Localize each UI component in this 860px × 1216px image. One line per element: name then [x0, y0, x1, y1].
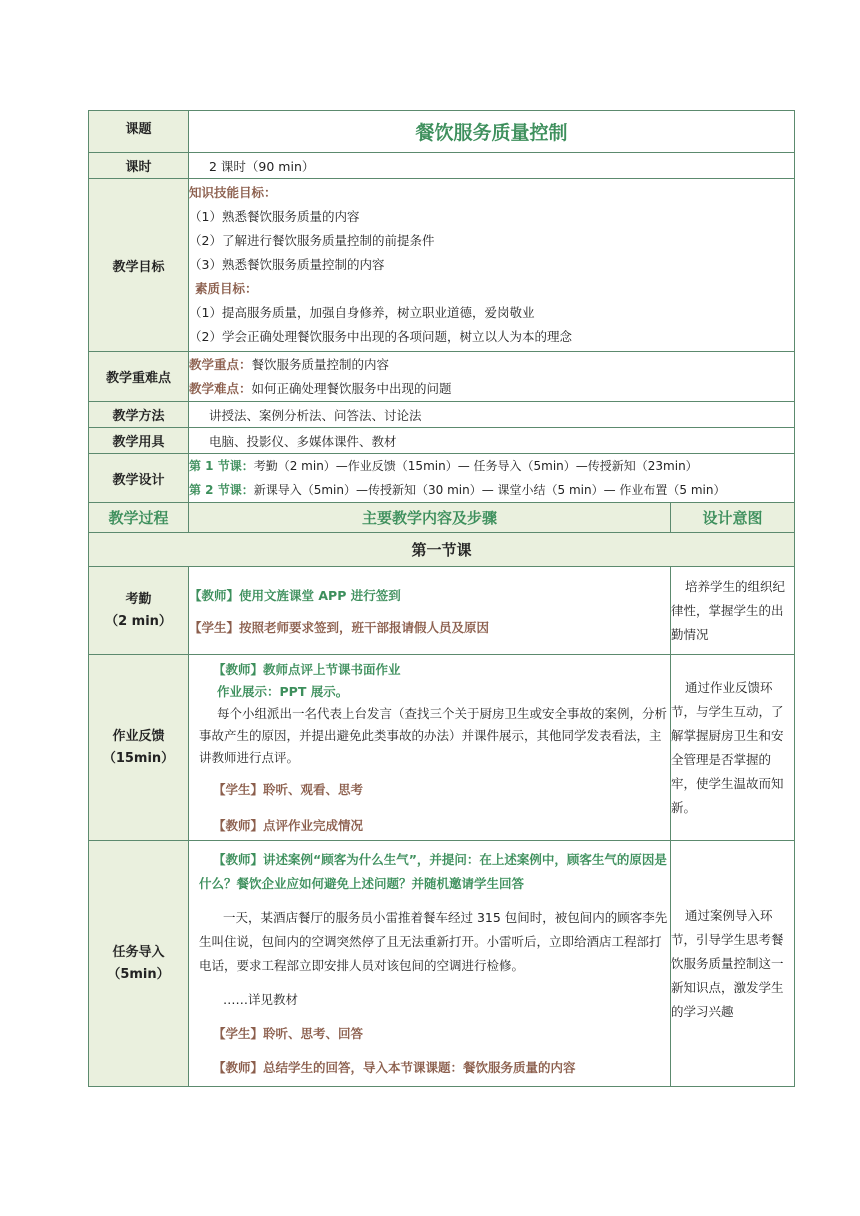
lesson2-text: 新课导入（5min）—传授新知（30 min）— 课堂小结（5 min）— 作业布置（5 min）: [253, 483, 726, 497]
attendance-intent: 培养学生的组织纪律性，掌握学生的出勤情况: [671, 567, 795, 655]
column-header-intent: 设计意图: [671, 503, 795, 533]
lesson1-label: 第 1 节课：: [189, 459, 254, 473]
topic-row: [89, 111, 795, 153]
design-content: [189, 454, 795, 503]
homework-student: 【学生】聆听、观看、思考: [213, 781, 364, 797]
attendance-name: 考勤: [125, 591, 152, 607]
task-teacher1: 【教师】讲述案例“顾客为什么生气”，并提问：在上述案例中，顾客生气的原因是什么？餐饮企业应如何避免上述问题？并随机邀请学生回答: [199, 851, 667, 891]
difficulty-label: 教学难点：: [189, 380, 252, 396]
attendance-teacher: 【教师】使用文旌课堂 APP 进行签到: [189, 587, 401, 603]
knowledge-item: （2）了解进行餐饮服务质量控制的前提条件: [189, 233, 435, 248]
hours-row: [89, 153, 795, 179]
lesson-plan-table: [88, 110, 795, 1087]
focus-text: 餐饮服务质量控制的内容: [251, 356, 390, 372]
homework-row: [89, 655, 795, 841]
quality-item: （1）提高服务质量，加强自身修养，树立职业道德，爱岗敬业: [189, 305, 535, 320]
task-row: [89, 841, 795, 1087]
hours-value: 2 课时（90 min）: [189, 153, 795, 179]
quality-title: 素质目标：: [195, 281, 258, 296]
knowledge-item: （3）熟悉餐饮服务质量控制的内容: [189, 257, 385, 272]
methods-row: [89, 402, 795, 428]
task-more: ……详见教材: [223, 991, 299, 1007]
objectives-content: [189, 179, 795, 352]
hours-label: 课时: [89, 153, 189, 179]
section-row: [89, 533, 795, 567]
page-title: 餐饮服务质量控制: [189, 111, 795, 153]
objectives-label: 教学目标: [89, 179, 189, 352]
task-intent: 通过案例导入环节，引导学生思考餐饮服务质量控制这一新知识点，激发学生的学习兴趣: [671, 841, 795, 1087]
objectives-row: [89, 179, 795, 352]
methods-text: 讲授法、案例分析法、问答法、讨论法: [189, 402, 795, 428]
key-points-row: [89, 352, 795, 402]
key-points-content: [189, 352, 795, 402]
attendance-student: 【学生】按照老师要求签到，班干部报请假人员及原因: [189, 619, 490, 635]
lesson2-label: 第 2 节课：: [189, 483, 254, 497]
task-paragraph: 一天，某酒店餐厅的服务员小雷推着餐车经过 315 包间时，被包间内的顾客李先生叫住说，包间内的空调突然停了且无法重新打开。小雷听后，立即给酒店工程部打电话，要求工程部立即安排人员对该包间的空调进行检修。: [199, 909, 668, 973]
homework-content: [189, 655, 671, 841]
lesson1-text: 考勤（2 min）—作业反馈（15min）— 任务导入（5min）—传授新知（23min）: [253, 459, 698, 473]
homework-teacher2: 【教师】点评作业完成情况: [213, 817, 364, 833]
task-content: [189, 841, 671, 1087]
quality-item: （2）学会正确处理餐饮服务中出现的各项问题，树立以人为本的理念: [189, 329, 572, 344]
homework-intent: 通过作业反馈环节，与学生互动，了解掌握厨房卫生和安全管理是否掌握的牢，使学生温故而知新。: [671, 655, 795, 841]
design-label: 教学设计: [89, 454, 189, 503]
homework-time: （15min）: [102, 750, 175, 766]
homework-teacher1: 【教师】教师点评上节课书面作业: [213, 661, 401, 677]
homework-name: 作业反馈: [112, 728, 165, 744]
attendance-step: [89, 567, 189, 655]
topic-label: 课题: [89, 111, 189, 153]
column-header-content: 主要教学内容及步骤: [189, 503, 671, 533]
section-title: 第一节课: [89, 533, 795, 567]
homework-show: 作业展示：PPT 展示。: [217, 683, 349, 699]
focus-label: 教学重点：: [189, 356, 252, 372]
task-teacher2: 【教师】总结学生的回答，导入本节课课题：餐饮服务质量的内容: [213, 1059, 576, 1075]
attendance-time: （2 min）: [105, 613, 172, 629]
key-points-label: 教学重难点: [89, 352, 189, 402]
tools-row: [89, 428, 795, 454]
design-row: [89, 454, 795, 503]
knowledge-title: 知识技能目标：: [189, 185, 277, 200]
column-header-row: [89, 503, 795, 533]
task-name: 任务导入: [112, 944, 165, 960]
attendance-row: [89, 567, 795, 655]
column-header-process: 教学过程: [89, 503, 189, 533]
task-time: （5min）: [107, 966, 170, 982]
tools-label: 教学用具: [89, 428, 189, 454]
homework-paragraph: 每个小组派出一名代表上台发言（查找三个关于厨房卫生或安全事故的案例，分析事故产生的原因，并提出避免此类事故的办法）并课件展示，其他同学发表看法，主讲教师进行点评。: [199, 705, 668, 765]
attendance-content: [189, 567, 671, 655]
task-step: [89, 841, 189, 1087]
homework-step: [89, 655, 189, 841]
difficulty-text: 如何正确处理餐饮服务中出现的问题: [251, 380, 452, 396]
task-student: 【学生】聆听、思考、回答: [213, 1025, 364, 1041]
methods-label: 教学方法: [89, 402, 189, 428]
tools-text: 电脑、投影仪、多媒体课件、教材: [189, 428, 795, 454]
knowledge-item: （1）熟悉餐饮服务质量的内容: [189, 209, 360, 224]
